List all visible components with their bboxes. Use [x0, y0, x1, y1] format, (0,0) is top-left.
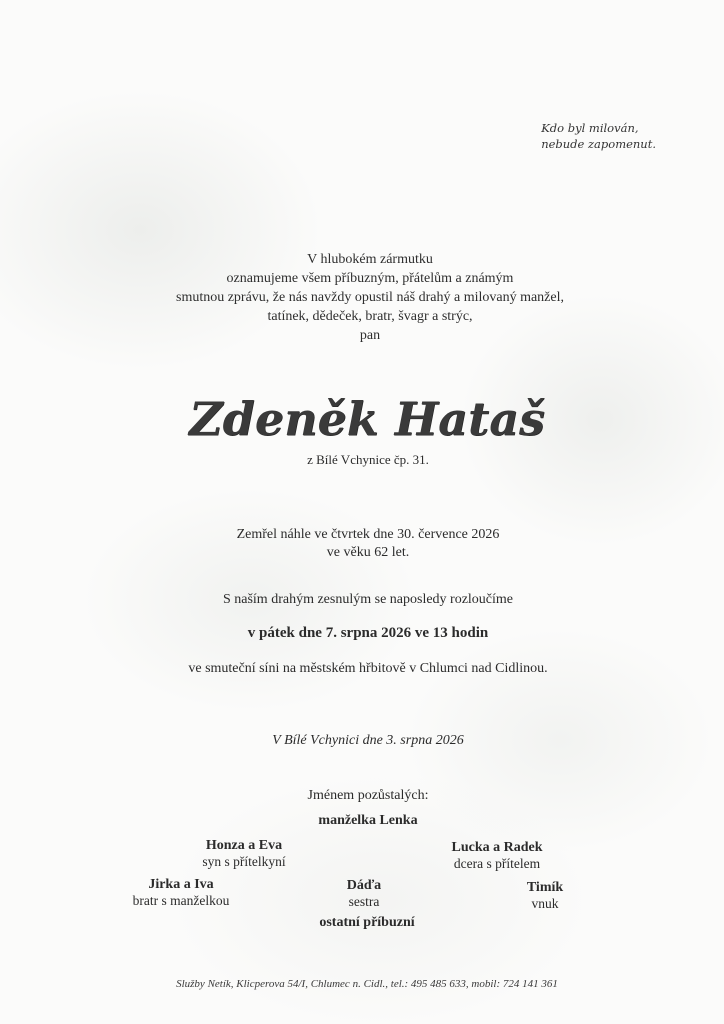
mourner-relation: vnuk	[531, 896, 559, 911]
mourners-heading: Jménem pozůstalých:	[307, 788, 429, 803]
mourner-relation: bratr s manželkou	[132, 893, 230, 908]
funeral-service-footer: Služby Netík, Klicperova 54/I, Chlumec n. Cidl., tel.: 495 485 633, mobil: 724 141 361	[176, 978, 558, 990]
death-notice	[237, 526, 500, 562]
mourner-relation: syn s přítelkyní	[202, 854, 286, 869]
mourner-wife: manželka Lenka	[318, 813, 418, 828]
intro-line-5: pan	[359, 328, 381, 343]
mourner-relation: dcera s přítelem	[453, 856, 541, 871]
other-relatives: ostatní příbuzní	[319, 915, 415, 930]
deceased-address: z Bílé Vchynice čp. 31.	[307, 452, 429, 467]
mourner-entry	[133, 876, 230, 909]
mourner-name: Jirka a Iva	[148, 877, 214, 892]
intro-line-4: tatínek, dědeček, bratr, švagr a strýc,	[267, 309, 473, 324]
motto	[541, 120, 656, 152]
mourner-entry	[347, 877, 381, 910]
mourner-entry	[527, 879, 563, 912]
mourner-relation: sestra	[348, 894, 380, 909]
farewell-text: S naším drahým zesnulým se naposledy rozloučíme	[222, 592, 514, 607]
mourner-name: Timík	[526, 880, 564, 895]
mourner-name: Honza a Eva	[205, 838, 283, 853]
place-and-date: V Bílé Vchynici dne 3. srpna 2026	[272, 733, 464, 748]
mourner-entry	[202, 837, 285, 870]
death-date-line: Zemřel náhle ve čtvrtek dne 30. července 2026	[236, 527, 500, 542]
death-age-line: ve věku 62 let.	[326, 545, 410, 560]
motto-line-1: Kdo byl milován,	[541, 121, 639, 135]
deceased-name: Zdeněk Hataš	[189, 392, 545, 446]
intro-line-1: V hlubokém zármutku	[307, 252, 433, 267]
announcement-intro	[176, 250, 564, 345]
mourner-entry	[451, 839, 542, 872]
funeral-venue: ve smuteční síni na městském hřbitově v Chlumci nad Cidlinou.	[188, 661, 548, 676]
intro-line-2: oznamujeme všem příbuzným, přátelům a známým	[226, 271, 514, 286]
motto-line-2: nebude zapomenut.	[541, 137, 656, 151]
funeral-time: v pátek dne 7. srpna 2026 ve 13 hodin	[247, 625, 489, 641]
intro-line-3: smutnou zprávu, že nás navždy opustil náš drahý a milovaný manžel,	[175, 290, 565, 305]
mourner-name: Lucka a Radek	[451, 840, 543, 855]
mourner-name: Dáďa	[346, 878, 382, 893]
